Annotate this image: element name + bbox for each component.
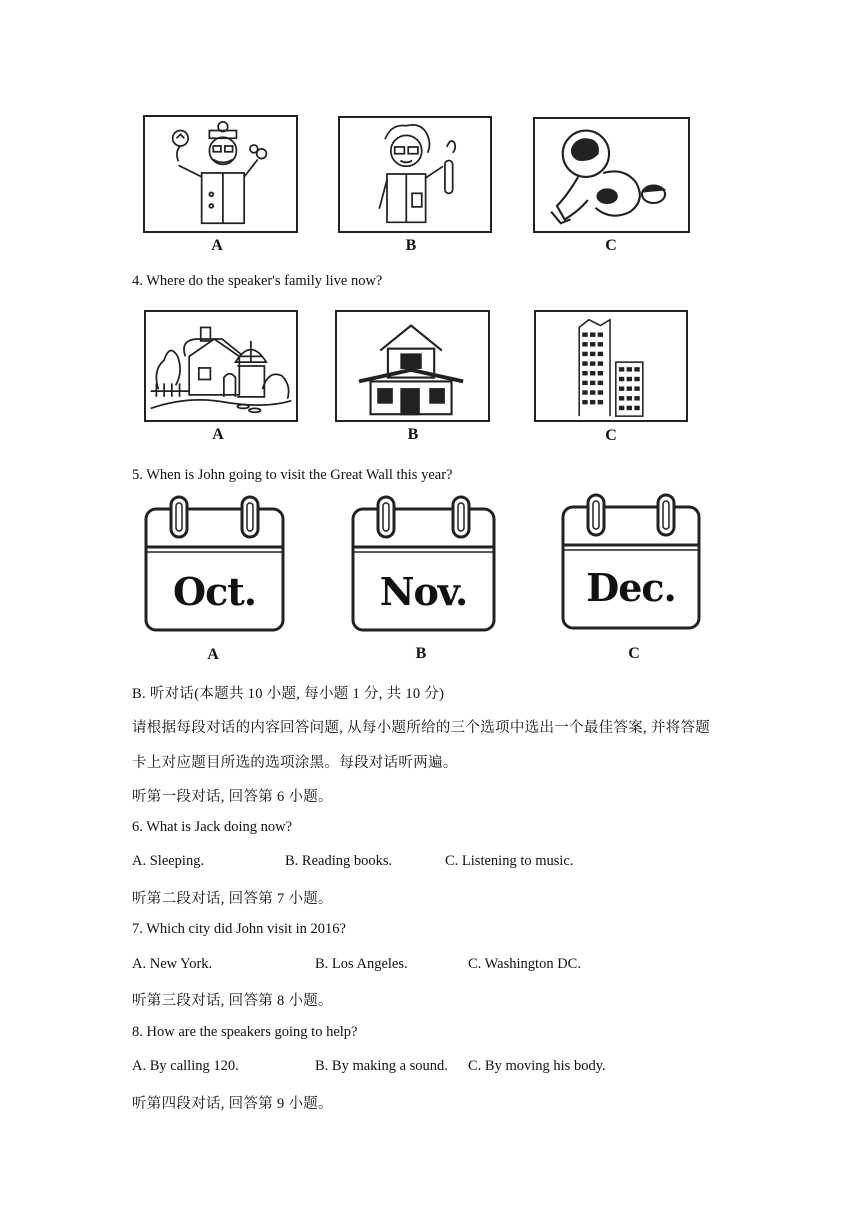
q5-option-a-month: Oct. bbox=[172, 569, 257, 614]
q5-option-c-calendar bbox=[560, 493, 702, 631]
q4-option-a-picture bbox=[144, 310, 298, 422]
country-cottage-icon bbox=[146, 312, 296, 420]
section-b-heading: B. 听对话(本题共 10 小题, 每小题 1 分, 共 10 分) bbox=[132, 686, 445, 702]
q3-option-a-letter[interactable]: A bbox=[211, 237, 223, 254]
q5-option-c-letter[interactable]: C bbox=[628, 645, 640, 662]
section-b-instruction-line-1: 请根据每段对话的内容回答问题, 从每小题所给的三个选项中选出一个最佳答案, 并将答题 bbox=[132, 720, 711, 736]
question-6-text: 6. What is Jack doing now? bbox=[132, 819, 293, 835]
question-7-option-a[interactable]: A. New York. bbox=[132, 956, 213, 972]
q4-option-a-letter[interactable]: A bbox=[212, 426, 224, 443]
q5-option-c-month: Dec. bbox=[586, 565, 676, 610]
question-5-text: 5. When is John going to visit the Great Wall this year? bbox=[132, 467, 453, 483]
question-4-text: 4. Where do the speaker's family live now? bbox=[132, 273, 383, 289]
dialogue-3-intro: 听第三段对话, 回答第 8 小题。 bbox=[132, 993, 333, 1009]
q4-option-c-letter[interactable]: C bbox=[605, 427, 617, 444]
q5-option-a-letter[interactable]: A bbox=[207, 646, 219, 663]
q4-option-c-picture bbox=[534, 310, 688, 422]
q3-option-a-picture bbox=[143, 115, 298, 233]
question-7-option-c[interactable]: C. Washington DC. bbox=[468, 956, 581, 972]
question-8-text: 8. How are the speakers going to help? bbox=[132, 1024, 358, 1040]
q5-option-b-month: Nov. bbox=[379, 569, 468, 614]
q5-option-a-calendar bbox=[143, 495, 286, 633]
question-8-option-c[interactable]: C. By moving his body. bbox=[468, 1058, 606, 1074]
question-8-option-b[interactable]: B. By making a sound. bbox=[315, 1058, 448, 1074]
q4-option-b-letter[interactable]: B bbox=[407, 426, 419, 443]
q5-option-b-letter[interactable]: B bbox=[415, 645, 427, 662]
q3-option-c-letter[interactable]: C bbox=[605, 237, 617, 254]
question-7-option-b[interactable]: B. Los Angeles. bbox=[315, 956, 408, 972]
dialogue-4-intro: 听第四段对话, 回答第 9 小题。 bbox=[132, 1096, 333, 1112]
astronaut-icon bbox=[535, 119, 688, 231]
q3-option-c-picture bbox=[533, 117, 690, 233]
question-8-option-a[interactable]: A. By calling 120. bbox=[132, 1058, 239, 1074]
q4-option-b-picture bbox=[335, 310, 490, 422]
q5-option-b-calendar bbox=[350, 495, 497, 633]
calendar-icon bbox=[560, 493, 702, 631]
two-storey-house-icon bbox=[337, 312, 488, 420]
dialogue-2-intro: 听第二段对话, 回答第 7 小题。 bbox=[132, 891, 333, 907]
scientist-icon bbox=[340, 118, 490, 231]
question-6-option-b[interactable]: B. Reading books. bbox=[285, 853, 393, 869]
doctor-icon bbox=[145, 117, 296, 231]
section-b-instruction-line-2: 卡上对应题目所选的选项涂黑。每段对话听两遍。 bbox=[132, 755, 458, 771]
question-6-option-c[interactable]: C. Listening to music. bbox=[445, 853, 574, 869]
tall-buildings-icon bbox=[536, 312, 686, 420]
q3-option-b-picture bbox=[338, 116, 492, 233]
question-6-option-a[interactable]: A. Sleeping. bbox=[132, 853, 205, 869]
dialogue-1-intro: 听第一段对话, 回答第 6 小题。 bbox=[132, 789, 333, 805]
question-7-text: 7. Which city did John visit in 2016? bbox=[132, 921, 346, 937]
q3-option-b-letter[interactable]: B bbox=[405, 237, 417, 254]
